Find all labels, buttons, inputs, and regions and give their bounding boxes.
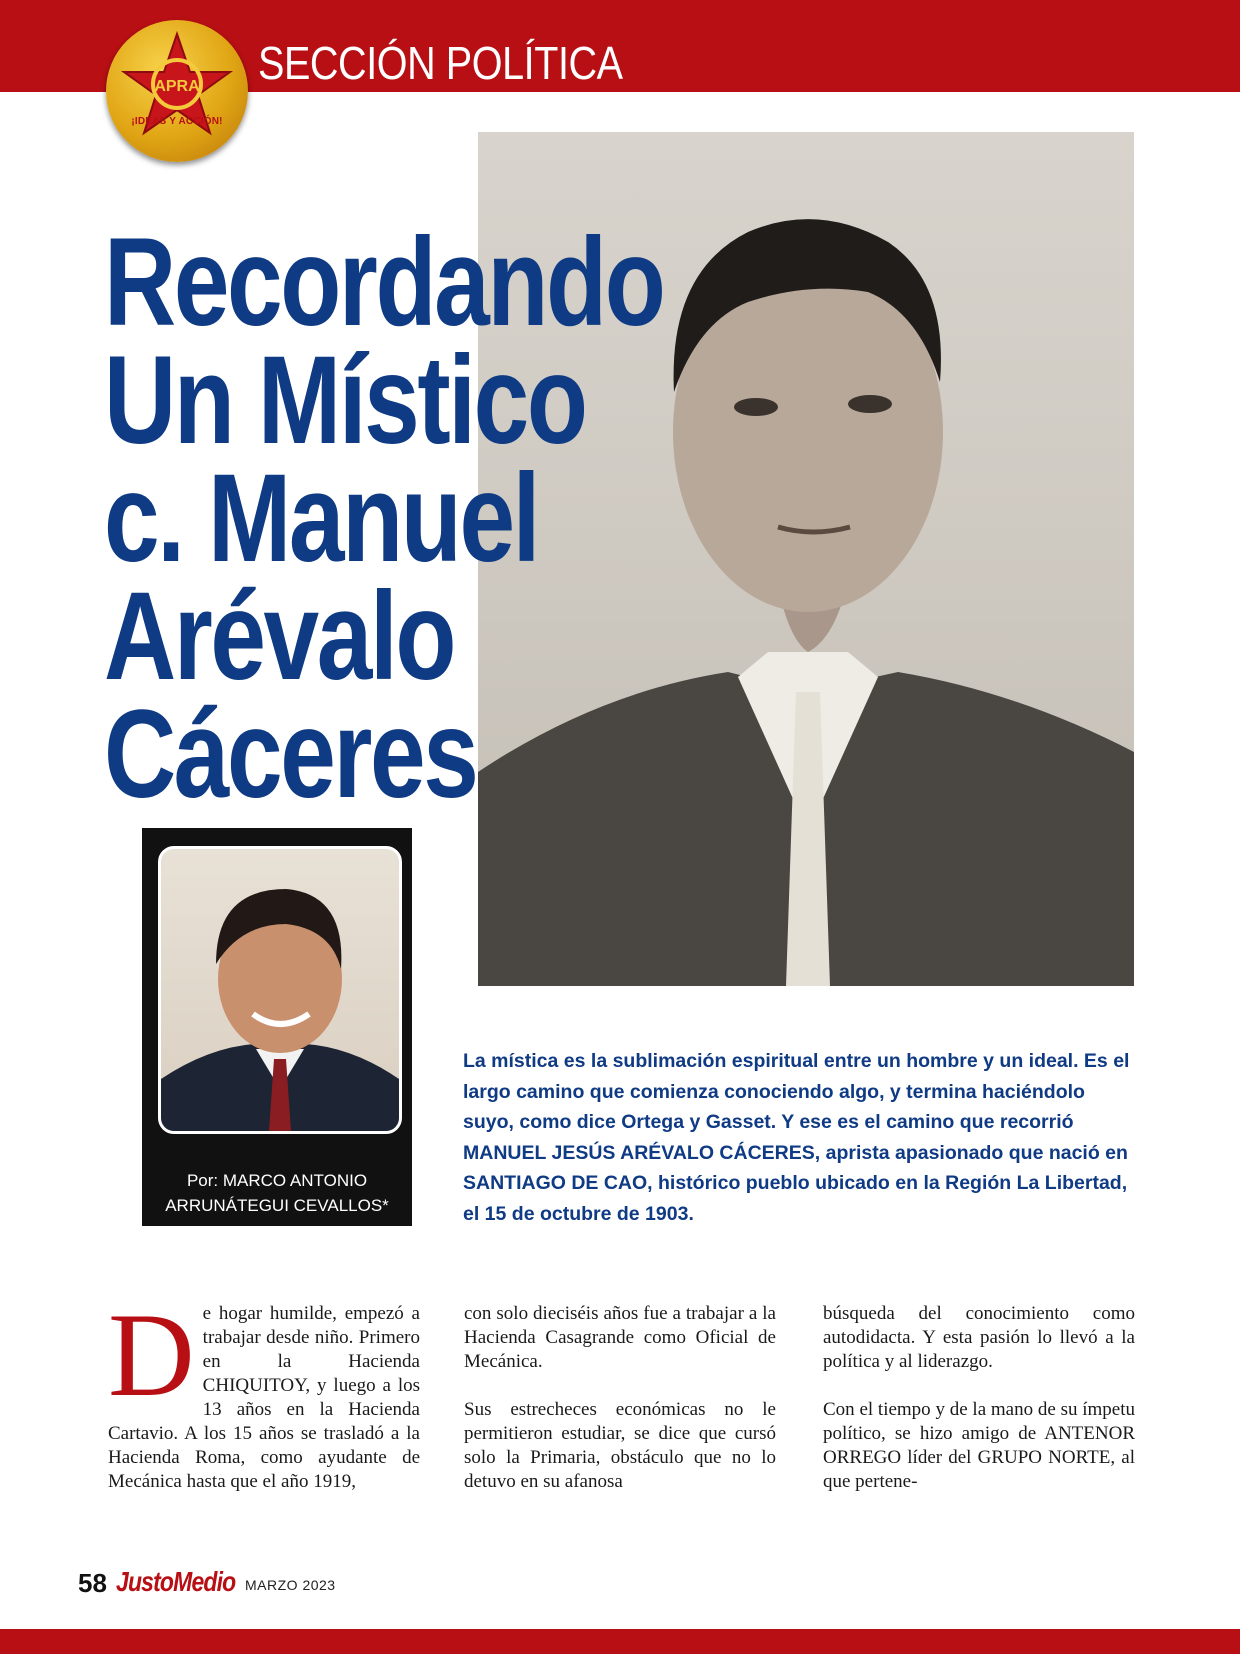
apra-logo-badge: [106, 20, 248, 162]
author-card: [142, 828, 412, 1226]
issue-date: MARZO 2023: [245, 1577, 336, 1593]
star-icon: [106, 20, 248, 162]
headline-line: Un Místico: [104, 331, 586, 470]
body-paragraph: con solo dieciséis años fue a trabajar a la Hacienda Casagrande como Oficial de Mecánica.: [464, 1303, 776, 1372]
logo-text: APRA: [154, 78, 200, 95]
author-photo: [158, 846, 402, 1134]
magazine-brand: JustoMedio: [116, 1566, 236, 1597]
author-line-2: ARRUNÁTEGUI CEVALLOS*: [165, 1196, 389, 1215]
headline-line: Cáceres: [104, 685, 477, 824]
lead-paragraph: La mística es la sublimación espiritual entre un hombre y un ideal. Es el largo camino que comienza conociendo algo, y termina haciéndolo suyo, como dice Ortega y Gasset. Y ese es el camino que recorrió MANUEL JESÚS ARÉVALO CÁCERES, aprista apasionado que nació en SANTIAGO DE CAO, histórico pueblo ubicado en la Región La Libertad, el 15 de octubre de 1903.: [463, 1050, 1130, 1225]
body-column-2: [464, 1302, 776, 1518]
headline-line: Recordando: [104, 213, 664, 352]
logo-slogan: ¡IDEAS Y ACCIÓN!: [131, 116, 223, 127]
author-byline: [142, 1168, 412, 1218]
body-column-3: [823, 1302, 1135, 1518]
body-paragraph: Con el tiempo y de la mano de su ímpetu político, se hizo amigo de ANTENOR ORREGO líder del GRUPO NORTE, al que pertene-: [823, 1399, 1135, 1492]
drop-cap: D: [108, 1288, 195, 1421]
section-title: SECCIÓN POLÍTICA: [258, 37, 623, 89]
headline: [104, 213, 664, 824]
body-paragraph: Sus estrecheces económicas no le permitieron estudiar, se dice que cursó solo la Primaria, obstáculo que no lo detuvo en su afanosa: [464, 1399, 776, 1492]
body-paragraph: búsqueda del conocimiento como autodidacta. Y esta pasión lo llevó a la política y al liderazgo.: [823, 1303, 1135, 1372]
body-column-1: [108, 1288, 420, 1518]
headline-line: c. Manuel: [104, 449, 539, 588]
author-line-1: Por: MARCO ANTONIO: [186, 1171, 368, 1190]
page-number: 58: [78, 1568, 107, 1598]
headline-line: Arévalo: [104, 567, 455, 706]
bottom-banner: [0, 1629, 1240, 1654]
body-paragraph: e hogar humilde, empezó a trabajar desde niño. Primero en la Hacienda CHIQUITOY, y luego a los 13 años en la Hacienda Cartavio. A los 15 años se trasladó a la Hacienda Roma, como ayudante de Mecánica hasta que el año 1919,: [108, 1303, 420, 1492]
